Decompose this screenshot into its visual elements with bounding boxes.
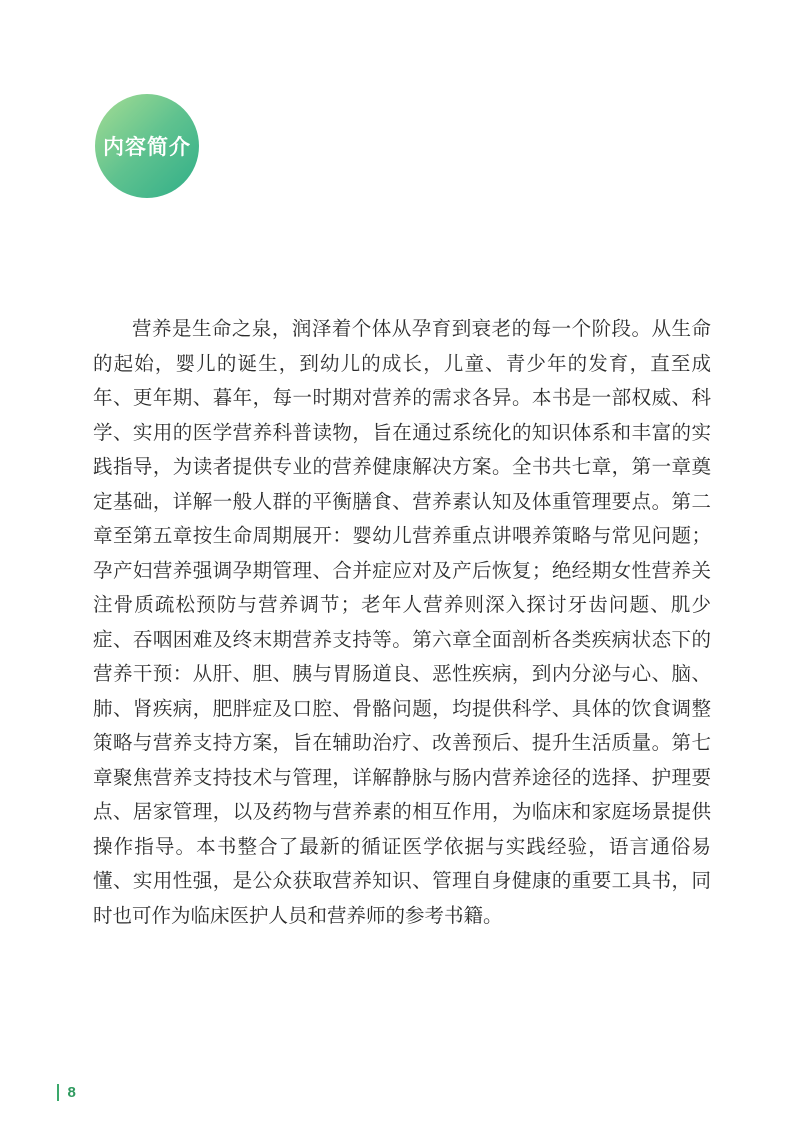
page-number: 8 [67, 1083, 76, 1101]
page-number-divider [57, 1084, 59, 1101]
section-title-badge [95, 94, 199, 198]
section-title: 内容简介 [103, 135, 191, 159]
intro-paragraph: 营养是生命之泉，润泽着个体从孕育到衰老的每一个阶段。从生命的起始，婴儿的诞生，到幼儿的成长，儿童、青少年的发育，直至成年、更年期、暮年，每一时期对营养的需求各异。本书是一部权威、科学、实用的医学营养科普读物，旨在通过系统化的知识体系和丰富的实践指导，为读者提供专业的营养健康解决方案。全书共七章，第一章奠定基础，详解一般人群的平衡膳食、营养素认知及体重管理要点。第二章至第五章按生命周期展开：婴幼儿营养重点讲喂养策略与常见问题；孕产妇营养强调孕期管理、合并症应对及产后恢复；绝经期女性营养关注骨质疏松预防与营养调节；老年人营养则深入探讨牙齿问题、肌少症、吞咽困难及终末期营养支持等。第六章全面剖析各类疾病状态下的营养干预：从肝、胆、胰与胃肠道良、恶性疾病，到内分泌与心、脑、肺、肾疾病，肥胖症及口腔、骨骼问题，均提供科学、具体的饮食调整策略与营养支持方案，旨在辅助治疗、改善预后、提升生活质量。第七章聚焦营养支持技术与管理，详解静脉与肠内营养途径的选择、护理要点、居家管理，以及药物与营养素的相互作用，为临床和家庭场景提供操作指导。本书整合了最新的循证医学依据与实践经验，语言通俗易懂、实用性强，是公众获取营养知识、管理自身健康的重要工具书，同时也可作为临床医护人员和营养师的参考书籍。 [93, 317, 711, 927]
page-footer [57, 1082, 76, 1102]
